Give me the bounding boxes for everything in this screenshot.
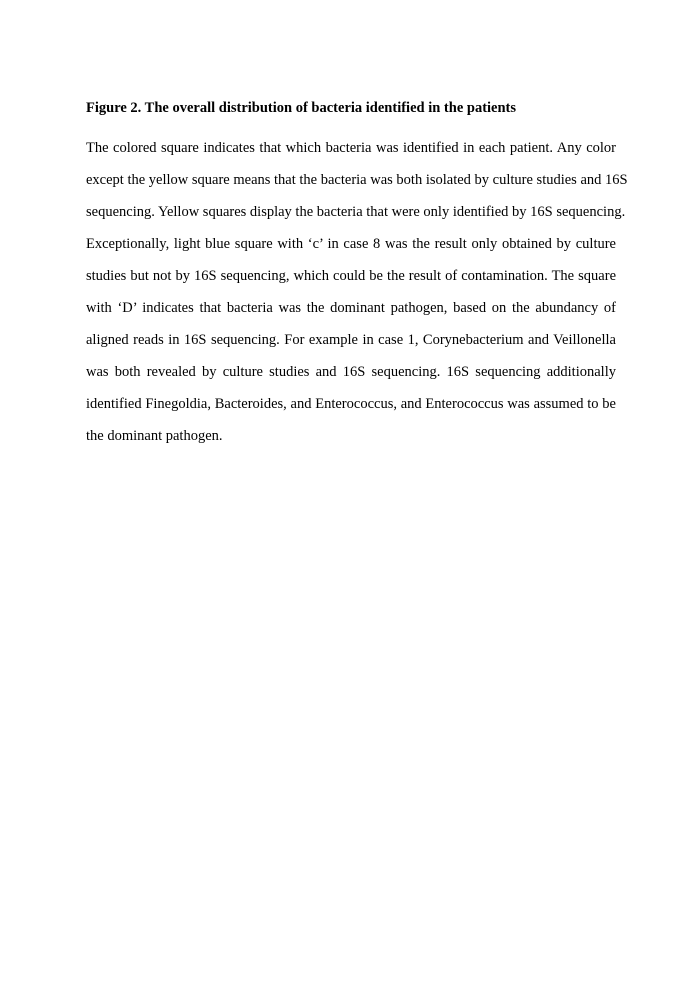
caption-line-4: Exceptionally, light blue square with ‘c’ in case 8 was the result only obtained by culture xyxy=(86,236,616,252)
caption-paragraph xyxy=(86,138,628,458)
caption-line-7: aligned reads in 16S sequencing. For example in case 1, Corynebacterium and Veillonella xyxy=(86,332,616,348)
caption-line-1: The colored square indicates that which bacteria was identified in each patient. Any color xyxy=(86,140,616,156)
caption-line-6: with ‘D’ indicates that bacteria was the dominant pathogen, based on the abundancy of xyxy=(86,300,616,316)
caption-line-9: identified Finegoldia, Bacteroides, and Enterococcus, and Enterococcus was assumed to be xyxy=(86,396,616,412)
caption-line-2: except the yellow square means that the bacteria was both isolated by culture studies and 16S xyxy=(86,172,628,188)
caption-line-3: sequencing. Yellow squares display the bacteria that were only identified by 16S sequencing. xyxy=(86,204,626,220)
figure-title: Figure 2. The overall distribution of bacteria identified in the patients xyxy=(86,100,517,116)
caption-line-10: the dominant pathogen. xyxy=(86,428,223,444)
caption-line-5: studies but not by 16S sequencing, which could be the result of contamination. The square xyxy=(86,268,616,284)
caption-line-8: was both revealed by culture studies and 16S sequencing. 16S sequencing additionally xyxy=(86,364,616,380)
figure-caption xyxy=(86,98,628,458)
